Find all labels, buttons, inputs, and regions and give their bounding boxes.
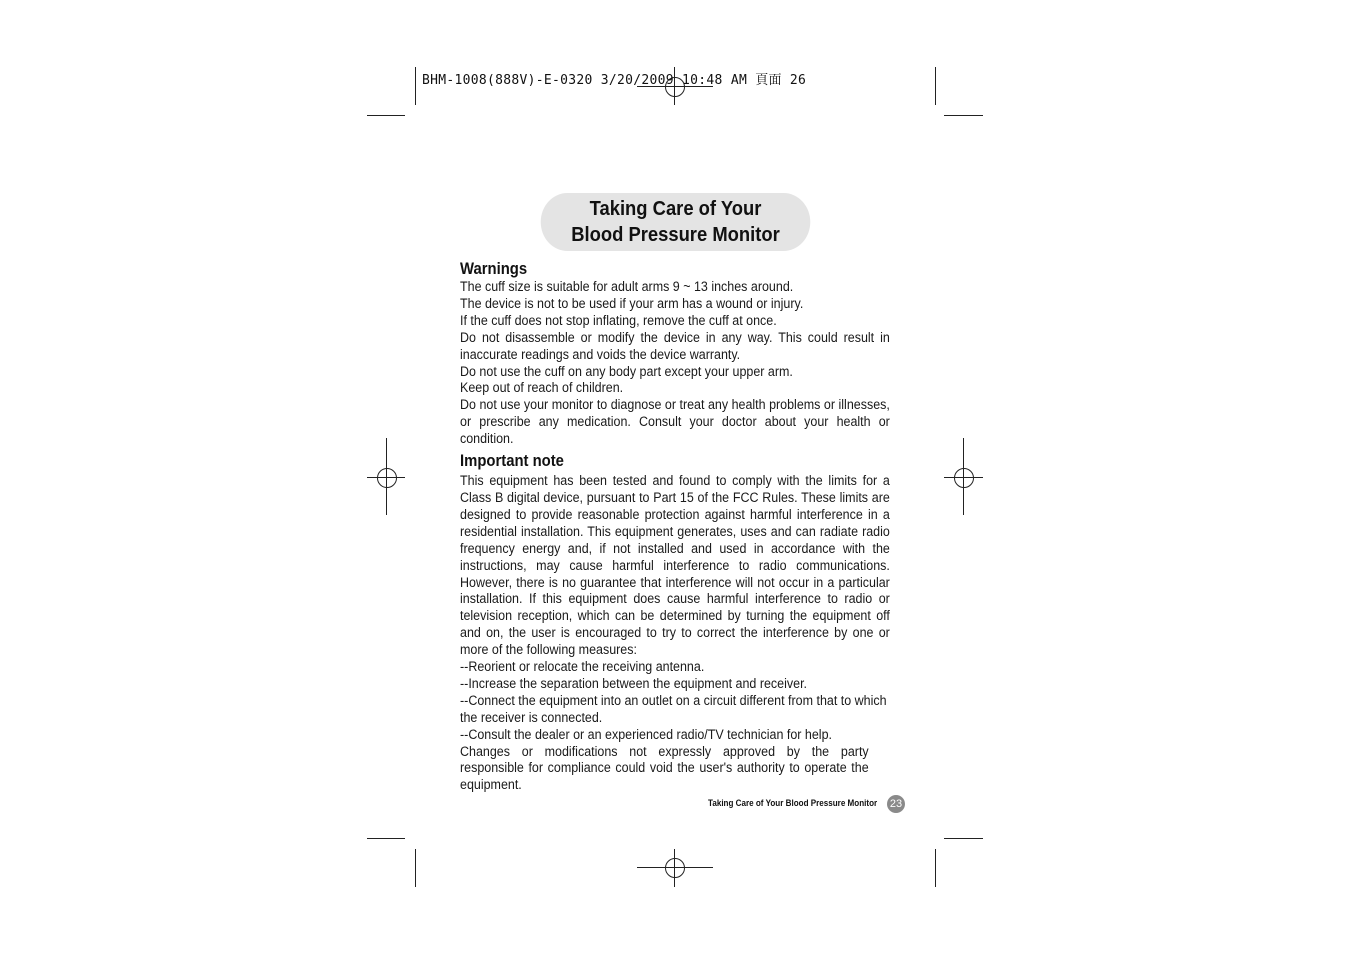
crop-mark-top-left-horizontal <box>367 115 405 116</box>
printer-slug: BHM-1008(888V)-E-0320 3/20/2009 10:48 AM 頁面 26 <box>422 73 807 88</box>
crop-mark-top-right-horizontal <box>944 115 983 116</box>
warning-item: The cuff size is suitable for adult arms 9 ~ 13 inches around. <box>460 279 794 295</box>
crop-mark-bottom-right-vertical <box>935 849 936 887</box>
warning-item: Do not use your monitor to diagnose or treat any health problems or illnesses, or prescribe any medication. Consult your doctor about your health or condition. <box>460 397 890 448</box>
warning-item: Do not disassemble or modify the device in any way. This could result in inaccurate readings and voids the device warranty. <box>460 329 890 363</box>
page-title-line-2: Blood Pressure Monitor <box>571 224 780 246</box>
warning-item: Do not use the cuff on any body part except your upper arm. <box>460 363 793 380</box>
page-title-line-1: Taking Care of Your <box>589 198 762 220</box>
measure-item: --Increase the separation between the equipment and receiver. <box>460 675 808 692</box>
registration-mark-left-circle <box>377 468 397 488</box>
crop-mark-bottom-left-horizontal <box>367 838 405 839</box>
crop-mark-top-right-vertical <box>935 67 936 105</box>
warning-item: Keep out of reach of children. <box>460 380 624 397</box>
important-note-heading: Important note <box>460 452 564 471</box>
measure-item: --Connect the equipment into an outlet on a circuit different from that to which the receiver is connected. <box>460 692 887 726</box>
measure-item: --Consult the dealer or an experienced radio/TV technician for help. <box>460 726 832 743</box>
page-number-badge: 23 <box>887 795 905 813</box>
fcc-paragraph: This equipment has been tested and found to comply with the limits for a Class B digital device, pursuant to Part 15 of the FCC Rules. These limits are designed to provide reasonable protection against harmful interference in a residential installation. This equipment generates, uses and can radiate radio frequency energy and, if not installed and used in accordance with the instructions, may cause harmful interference to radio communications. However, there is no guarantee that interference will not occur in a particular installation. If this equipment does cause harmful interference to radio or television reception, which can be determined by turning the equipment off and on, the user is encouraged to try to correct the interference by one or more of the following measures: <box>460 473 890 659</box>
registration-mark-right-circle <box>954 468 974 488</box>
main-content <box>460 259 890 794</box>
page-title <box>541 193 811 251</box>
measure-item: --Reorient or relocate the receiving antenna. <box>460 659 705 676</box>
running-footer-title: Taking Care of Your Blood Pressure Monitor <box>708 798 878 809</box>
closing-paragraph: Changes or modifications not expressly approved by the party responsible for compliance could void the user's authority to operate the equipment. <box>460 743 869 794</box>
crop-mark-top-left-vertical <box>415 67 416 105</box>
warning-item: The device is not to be used if your arm has a wound or injury. <box>460 295 804 312</box>
warning-item: If the cuff does not stop inflating, remove the cuff at once. <box>460 312 777 329</box>
crop-mark-bottom-left-vertical <box>415 849 416 887</box>
crop-mark-bottom-right-horizontal <box>944 838 983 839</box>
registration-mark-bottom-circle <box>665 858 685 878</box>
warnings-heading: Warnings <box>460 260 528 278</box>
